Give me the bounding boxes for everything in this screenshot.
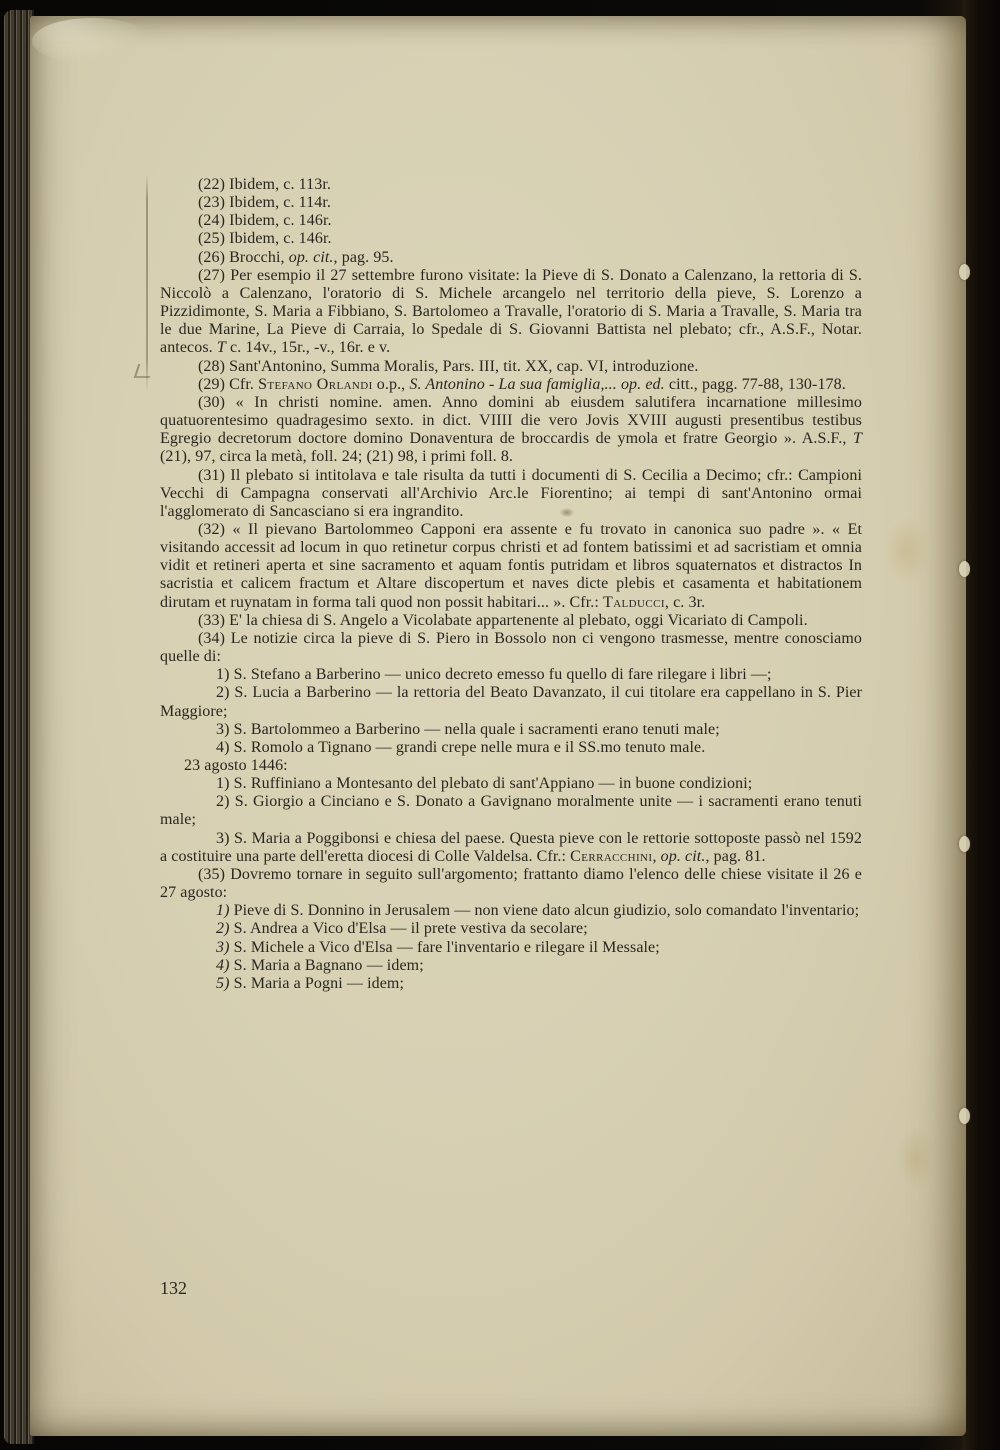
- note-text-segment: 2) S. Giorgio a Cinciano e S. Donato a Gavignano moralmente unite — i sacramenti erano tenuti male;: [160, 793, 862, 829]
- pencil-margin-line: [146, 174, 148, 392]
- note-text-segment: S. Antonino - La sua famiglia,... op. ed.: [409, 375, 665, 393]
- note-text-segment: 4) S. Romolo a Tignano — grandi crepe nelle mura e il SS.mo tenuto male.: [216, 738, 706, 756]
- note-paragraph: [160, 939, 862, 957]
- note-text-segment: , pag. 95.: [333, 248, 394, 266]
- note-text-segment: op. cit.: [660, 847, 706, 865]
- paper-stain: [896, 1126, 936, 1190]
- note-text-segment: S. Maria a Pogni — idem;: [229, 974, 405, 992]
- note-text-segment: Stefano Orlandi: [258, 375, 373, 393]
- note-text-segment: ,: [652, 847, 661, 865]
- note-text-segment: 2): [216, 920, 230, 938]
- note-paragraph: [160, 975, 862, 993]
- note-text-segment: (33) E' la chiesa di S. Angelo a Vicolabate appartenente al plebato, oggi Vicariato di Campoli.: [198, 611, 808, 629]
- note-text-segment: 1): [216, 902, 230, 920]
- note-text-segment: (30) « In christi nomine. amen. Anno domini ab eiusdem salutifera incarnatione millesimo quatuorentesimo quadragesimo sexto. in dict. VIIII die vero Jovis XVIII augusti presentibus testibus Egregio decretorum doctore domino Donaventura de broccardis de ymola et fratre Georgio ». A.S.F.,: [160, 393, 862, 448]
- note-text-segment: 1) S. Stefano a Barberino — unico decreto emesso fu quello di fare rilegare i libri —;: [216, 666, 772, 684]
- note-paragraph: [160, 212, 862, 230]
- note-text-segment: (31) Il plebato si intitolava e tale risulta da tutti i documenti di S. Cecilia a Decimo; cfr.: Campioni Vecchi di Campagna conservati all'Archivio Arc.le Fiorentino; ai tempi di sant'Antonino ormai l'agglomerato di Sancasciano si era ingrandito.: [160, 466, 862, 520]
- note-text-segment: (25) Ibidem, c. 146r.: [198, 230, 332, 248]
- note-text-segment: 3): [216, 938, 230, 956]
- notes-block: [160, 176, 862, 993]
- note-text-segment: c. 14v., 15r., -v., 16r. e v.: [225, 339, 391, 357]
- note-text-segment: citt., pagg. 77-88, 130-178.: [664, 375, 846, 393]
- note-text-segment: S. Michele a Vico d'Elsa — fare l'inventario e rilegare il Messale;: [229, 938, 660, 956]
- note-text-segment: (34) Le notizie circa la pieve di S. Piero in Bossolo non ci vengono trasmesse, mentre conosciamo quelle di:: [160, 629, 862, 666]
- note-paragraph: [160, 521, 862, 612]
- note-text-segment: (26) Brocchi,: [198, 248, 289, 266]
- fore-edge-notch: [959, 836, 970, 852]
- note-text-segment: (27) Per esempio il 27 settembre furono visitate: la Pieve di S. Donato a Calenzano, la rettoria di S. Niccolò a Calenzano, l'oratorio di S. Michele arcangelo nel territorio della pieve, S. Lorenzo a Pizzidimonte, S. Maria a Fibbiano, S. Bartolomeo a Travalle, l'oratorio di S. Maria a Travalle, S. Maria tra le due Marine, La Pieve di Carraia, lo Spedale di S. Giovanni Battista nel plebato; cfr., A.S.F., Notar. antecos.: [160, 266, 862, 357]
- note-paragraph: [160, 739, 862, 757]
- note-paragraph: [160, 376, 862, 394]
- note-text-segment: 3) S. Bartolommeo a Barberino — nella quale i sacramenti erano tenuti male;: [216, 720, 720, 738]
- note-text-segment: (24) Ibidem, c. 146r.: [198, 212, 332, 230]
- note-paragraph: [160, 194, 862, 212]
- note-text-segment: (22) Ibidem, c. 113r.: [198, 176, 332, 193]
- note-text-segment: (29) Cfr.: [198, 375, 259, 393]
- note-paragraph: [160, 721, 862, 739]
- fore-edge-notch: [959, 561, 970, 577]
- note-text-segment: (21), 97, circa la metà, foll. 24; (21) 98, i primi foll. 8.: [160, 448, 514, 466]
- note-text-segment: 3) S. Maria a Poggibonsi e chiesa del paese. Questa pieve con le rettorie sottoposte passò nel 1592 a costituire una parte dell'eretta diocesi di Colle Valdelsa. Cfr.:: [160, 829, 862, 865]
- right-binding-shadow: [962, 0, 1000, 1450]
- note-paragraph: [160, 775, 862, 793]
- fore-edge-notch: [959, 1108, 970, 1124]
- note-paragraph: [160, 176, 862, 194]
- note-paragraph: [160, 267, 862, 358]
- note-paragraph: [160, 902, 862, 920]
- note-text-segment: S. Andrea a Vico d'Elsa — il prete vestiva da secolare;: [229, 920, 588, 938]
- note-paragraph: [160, 612, 862, 630]
- note-paragraph: [160, 394, 862, 467]
- note-text-segment: Cerracchini: [570, 847, 653, 865]
- note-text-segment: (23) Ibidem, c. 114r.: [198, 194, 332, 212]
- note-paragraph: [160, 630, 862, 666]
- note-paragraph: [160, 230, 862, 248]
- note-text-segment: S. Maria a Bagnano — idem;: [229, 956, 424, 974]
- note-text-segment: (35) Dovremo tornare in seguito sull'argomento; frattanto diamo l'elenco delle chiese visitate il 26 e 27 agosto:: [160, 865, 862, 902]
- note-text-segment: Talducci: [603, 593, 665, 611]
- note-paragraph: [160, 866, 862, 902]
- page-number: 132: [160, 1278, 187, 1298]
- note-paragraph: [160, 830, 862, 866]
- note-text-segment: 2) S. Lucia a Barberino — la rettoria del Beato Davanzato, il cui titolare era cappellano in S. Pier Maggiore;: [160, 684, 862, 720]
- note-text-segment: , pag. 81.: [705, 847, 766, 865]
- pencil-margin-mark: [134, 364, 155, 378]
- note-text-segment: T: [853, 430, 862, 448]
- note-paragraph: [160, 358, 862, 376]
- note-text-segment: Pieve di S. Donnino in Jerusalem — non viene dato alcun giudizio, solo comandato l'inventario;: [229, 902, 860, 920]
- note-text-segment: op. cit.: [288, 248, 334, 266]
- note-paragraph: [160, 957, 862, 975]
- note-paragraph: [160, 684, 862, 720]
- note-text-segment: (32) « Il pievano Bartolommeo Capponi era assente e fu trovato in canonica suo padre ». « Et visitando accessit ad locum in quo retinetur corpus christi et ad fontem batissimi et ad sacristiam et omnia vidit et retineri aperta et sine sacramento et aquam fontis putridam et libros squaternatos et distractos In sacristia et calicem fractum et Altare discopertum et naves dicte plebis et casamenta et habitationem dirutam et ruynatam in forma tali quod non possit habitari... ». Cfr.:: [160, 520, 862, 611]
- note-paragraph: [160, 920, 862, 938]
- note-text-segment: o.p.,: [372, 375, 410, 393]
- note-paragraph: [160, 666, 862, 684]
- note-paragraph: [160, 467, 862, 521]
- note-text-segment: 5): [216, 974, 230, 992]
- paper-stain: [884, 516, 930, 586]
- note-paragraph: [160, 757, 862, 775]
- note-text-segment: T: [216, 339, 226, 357]
- note-text-segment: , c. 3r.: [664, 593, 706, 611]
- page-curl-highlight: [32, 18, 152, 64]
- book-page: [30, 16, 966, 1436]
- note-text-segment: 23 agosto 1446:: [184, 757, 288, 774]
- note-text-segment: 1) S. Ruffiniano a Montesanto del plebato di sant'Appiano — in buone condizioni;: [216, 775, 753, 793]
- fore-edge-notch: [959, 264, 970, 280]
- note-text-segment: 4): [216, 956, 230, 974]
- note-text-segment: (28) Sant'Antonino, Summa Moralis, Pars. III, tit. XX, cap. VI, introduzione.: [198, 357, 699, 375]
- note-paragraph: [160, 793, 862, 829]
- note-paragraph: [160, 249, 862, 267]
